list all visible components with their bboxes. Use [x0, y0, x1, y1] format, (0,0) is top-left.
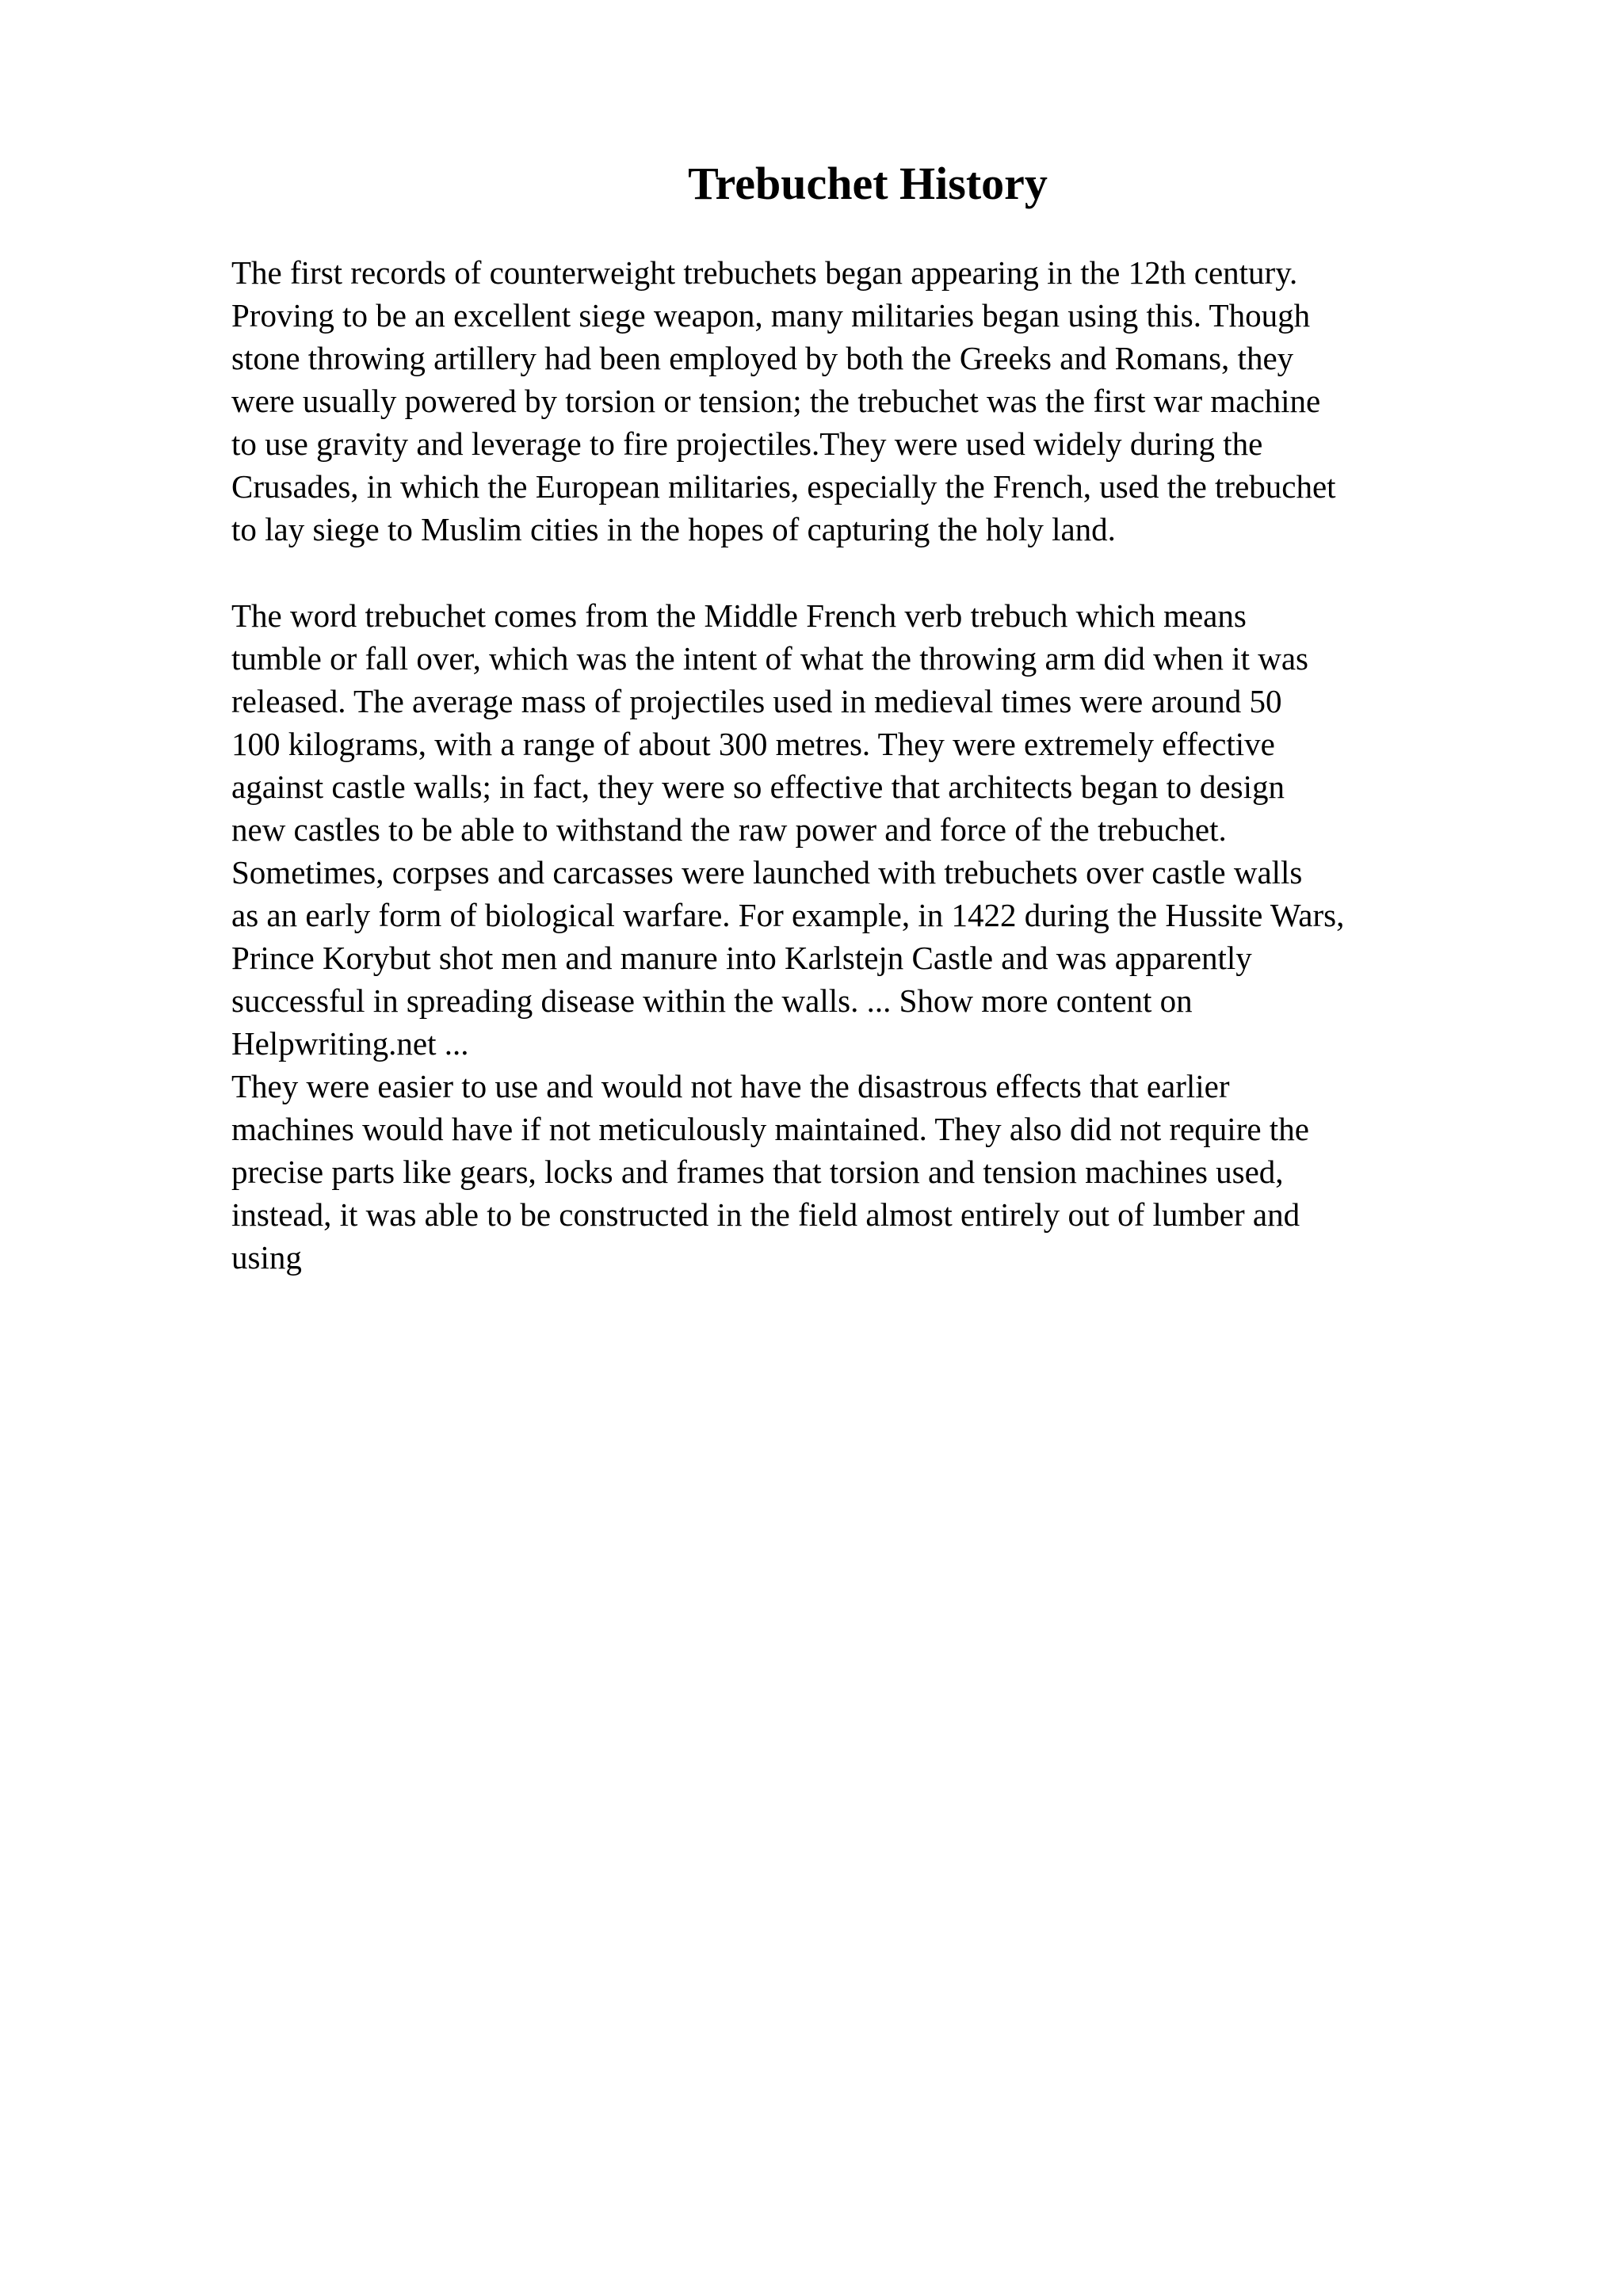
- text-line: 100 kilograms, with a range of about 300 metres. They were extremely effective: [231, 726, 1275, 762]
- text-line: to lay siege to Muslim cities in the hopes of capturing the holy land.: [231, 511, 1116, 547]
- text-line: released. The average mass of projectiles used in medieval times were around 50: [231, 683, 1282, 719]
- text-line: successful in spreading disease within the walls. ... Show more content on: [231, 982, 1193, 1019]
- text-line: The word trebuchet comes from the Middle French verb trebuch which means: [231, 597, 1247, 634]
- text-line: Prince Korybut shot men and manure into Karlstejn Castle and was apparently: [231, 940, 1252, 976]
- text-line: against castle walls; in fact, they were so effective that architects began to design: [231, 769, 1285, 805]
- text-line: new castles to be able to withstand the raw power and force of the trebuchet.: [231, 811, 1227, 848]
- text-line: machines would have if not meticulously maintained. They also did not require the: [231, 1111, 1309, 1147]
- text-line: Helpwriting.net ...: [231, 1025, 469, 1062]
- page-title: Trebuchet History: [688, 158, 1048, 209]
- text-line: Crusades, in which the European militaries, especially the French, used the trebuchet: [231, 468, 1336, 505]
- text-line: precise parts like gears, locks and frames that torsion and tension machines used,: [231, 1154, 1284, 1190]
- text-line: The first records of counterweight trebuchets began appearing in the 12th century.: [231, 254, 1298, 291]
- text-line: using: [231, 1239, 302, 1276]
- text-line: stone throwing artillery had been employed by both the Greeks and Romans, they: [231, 340, 1294, 376]
- text-line: to use gravity and leverage to fire projectiles.They were used widely during the: [231, 425, 1263, 462]
- text-line: were usually powered by torsion or tension; the trebuchet was the first war machine: [231, 383, 1321, 419]
- text-line: tumble or fall over, which was the intent of what the throwing arm did when it was: [231, 640, 1309, 677]
- text-line: They were easier to use and would not have the disastrous effects that earlier: [231, 1068, 1230, 1104]
- text-line: Sometimes, corpses and carcasses were launched with trebuchets over castle walls: [231, 854, 1303, 891]
- text-line: Proving to be an excellent siege weapon, many militaries began using this. Though: [231, 297, 1311, 334]
- text-line: as an early form of biological warfare. For example, in 1422 during the Hussite Wars,: [231, 897, 1345, 933]
- text-line: instead, it was able to be constructed in the field almost entirely out of lumber and: [231, 1196, 1300, 1233]
